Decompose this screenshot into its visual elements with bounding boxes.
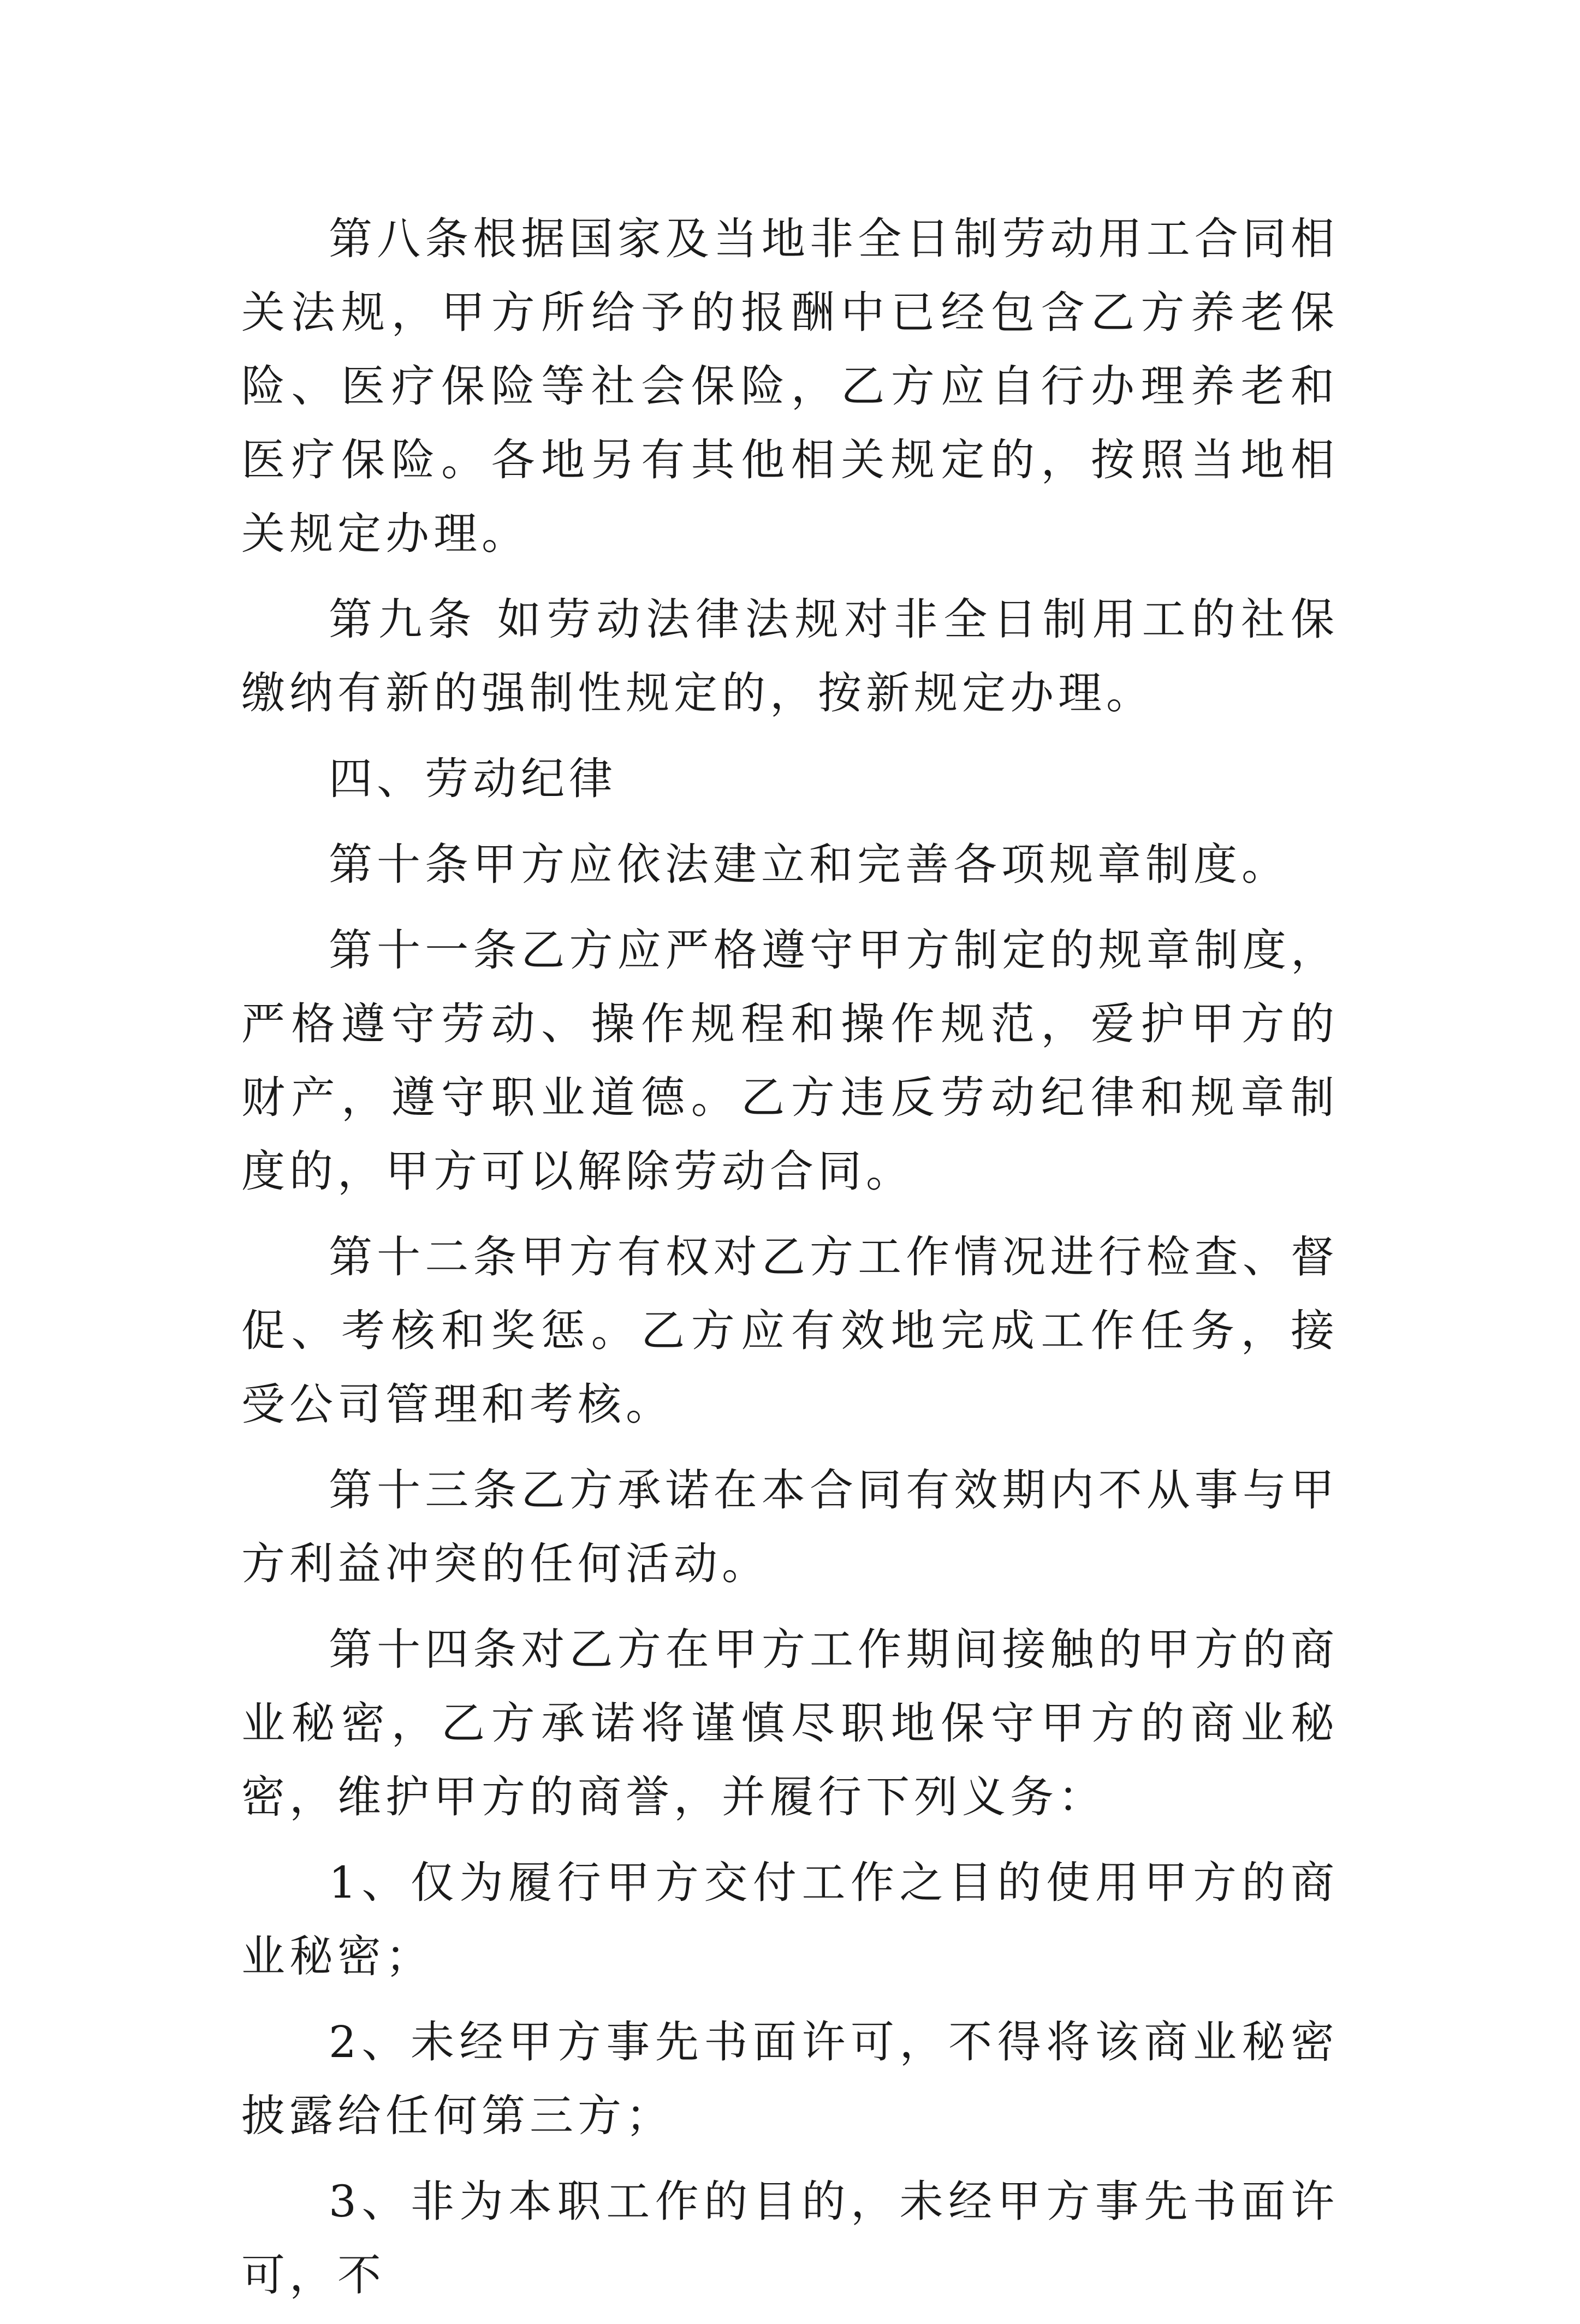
list-item-obligation-1: 1、仅为履行甲方交付工作之目的使用甲方的商业秘密； <box>241 1857 1339 1982</box>
list-item-obligation-3: 3、非为本职工作的目的，未经甲方事先书面许可，不 <box>241 2176 1339 2301</box>
document-body <box>241 202 1339 2324</box>
section-heading-labor-discipline: 四、劳动纪律 <box>329 753 617 804</box>
paragraph-article-9: 第九条 如劳动法律法规对非全日制用工的社保缴纳有新的强制性规定的，按新规定办理。 <box>241 594 1339 718</box>
paragraph-article-13: 第十三条乙方承诺在本合同有效期内不从事与甲方利益冲突的任何活动。 <box>241 1465 1339 1589</box>
paragraph-article-10: 第十条甲方应依法建立和完善各项规章制度。 <box>329 839 1290 890</box>
paragraph-article-14: 第十四条对乙方在甲方工作期间接触的甲方的商业秘密，乙方承诺将谨慎尽职地保守甲方的商业秘密，维护甲方的商誉，并履行下列义务： <box>241 1624 1339 1822</box>
paragraph-article-12: 第十二条甲方有权对乙方工作情况进行检查、督促、考核和奖惩。乙方应有效地完成工作任务，接受公司管理和考核。 <box>241 1232 1339 1430</box>
list-item-obligation-2: 2、未经甲方事先书面许可，不得将该商业秘密披露给任何第三方； <box>241 2017 1339 2141</box>
paragraph-article-8: 第八条根据国家及当地非全日制劳动用工合同相关法规，甲方所给予的报酬中已经包含乙方养老保险、医疗保险等社会保险，乙方应自行办理养老和医疗保险。各地另有其他相关规定的，按照当地相关规定办理。 <box>241 213 1339 559</box>
paragraph-article-11: 第十一条乙方应严格遵守甲方制定的规章制度，严格遵守劳动、操作规程和操作规范，爱护甲方的财产，遵守职业道德。乙方违反劳动纪律和规章制度的，甲方可以解除劳动合同。 <box>241 925 1339 1197</box>
